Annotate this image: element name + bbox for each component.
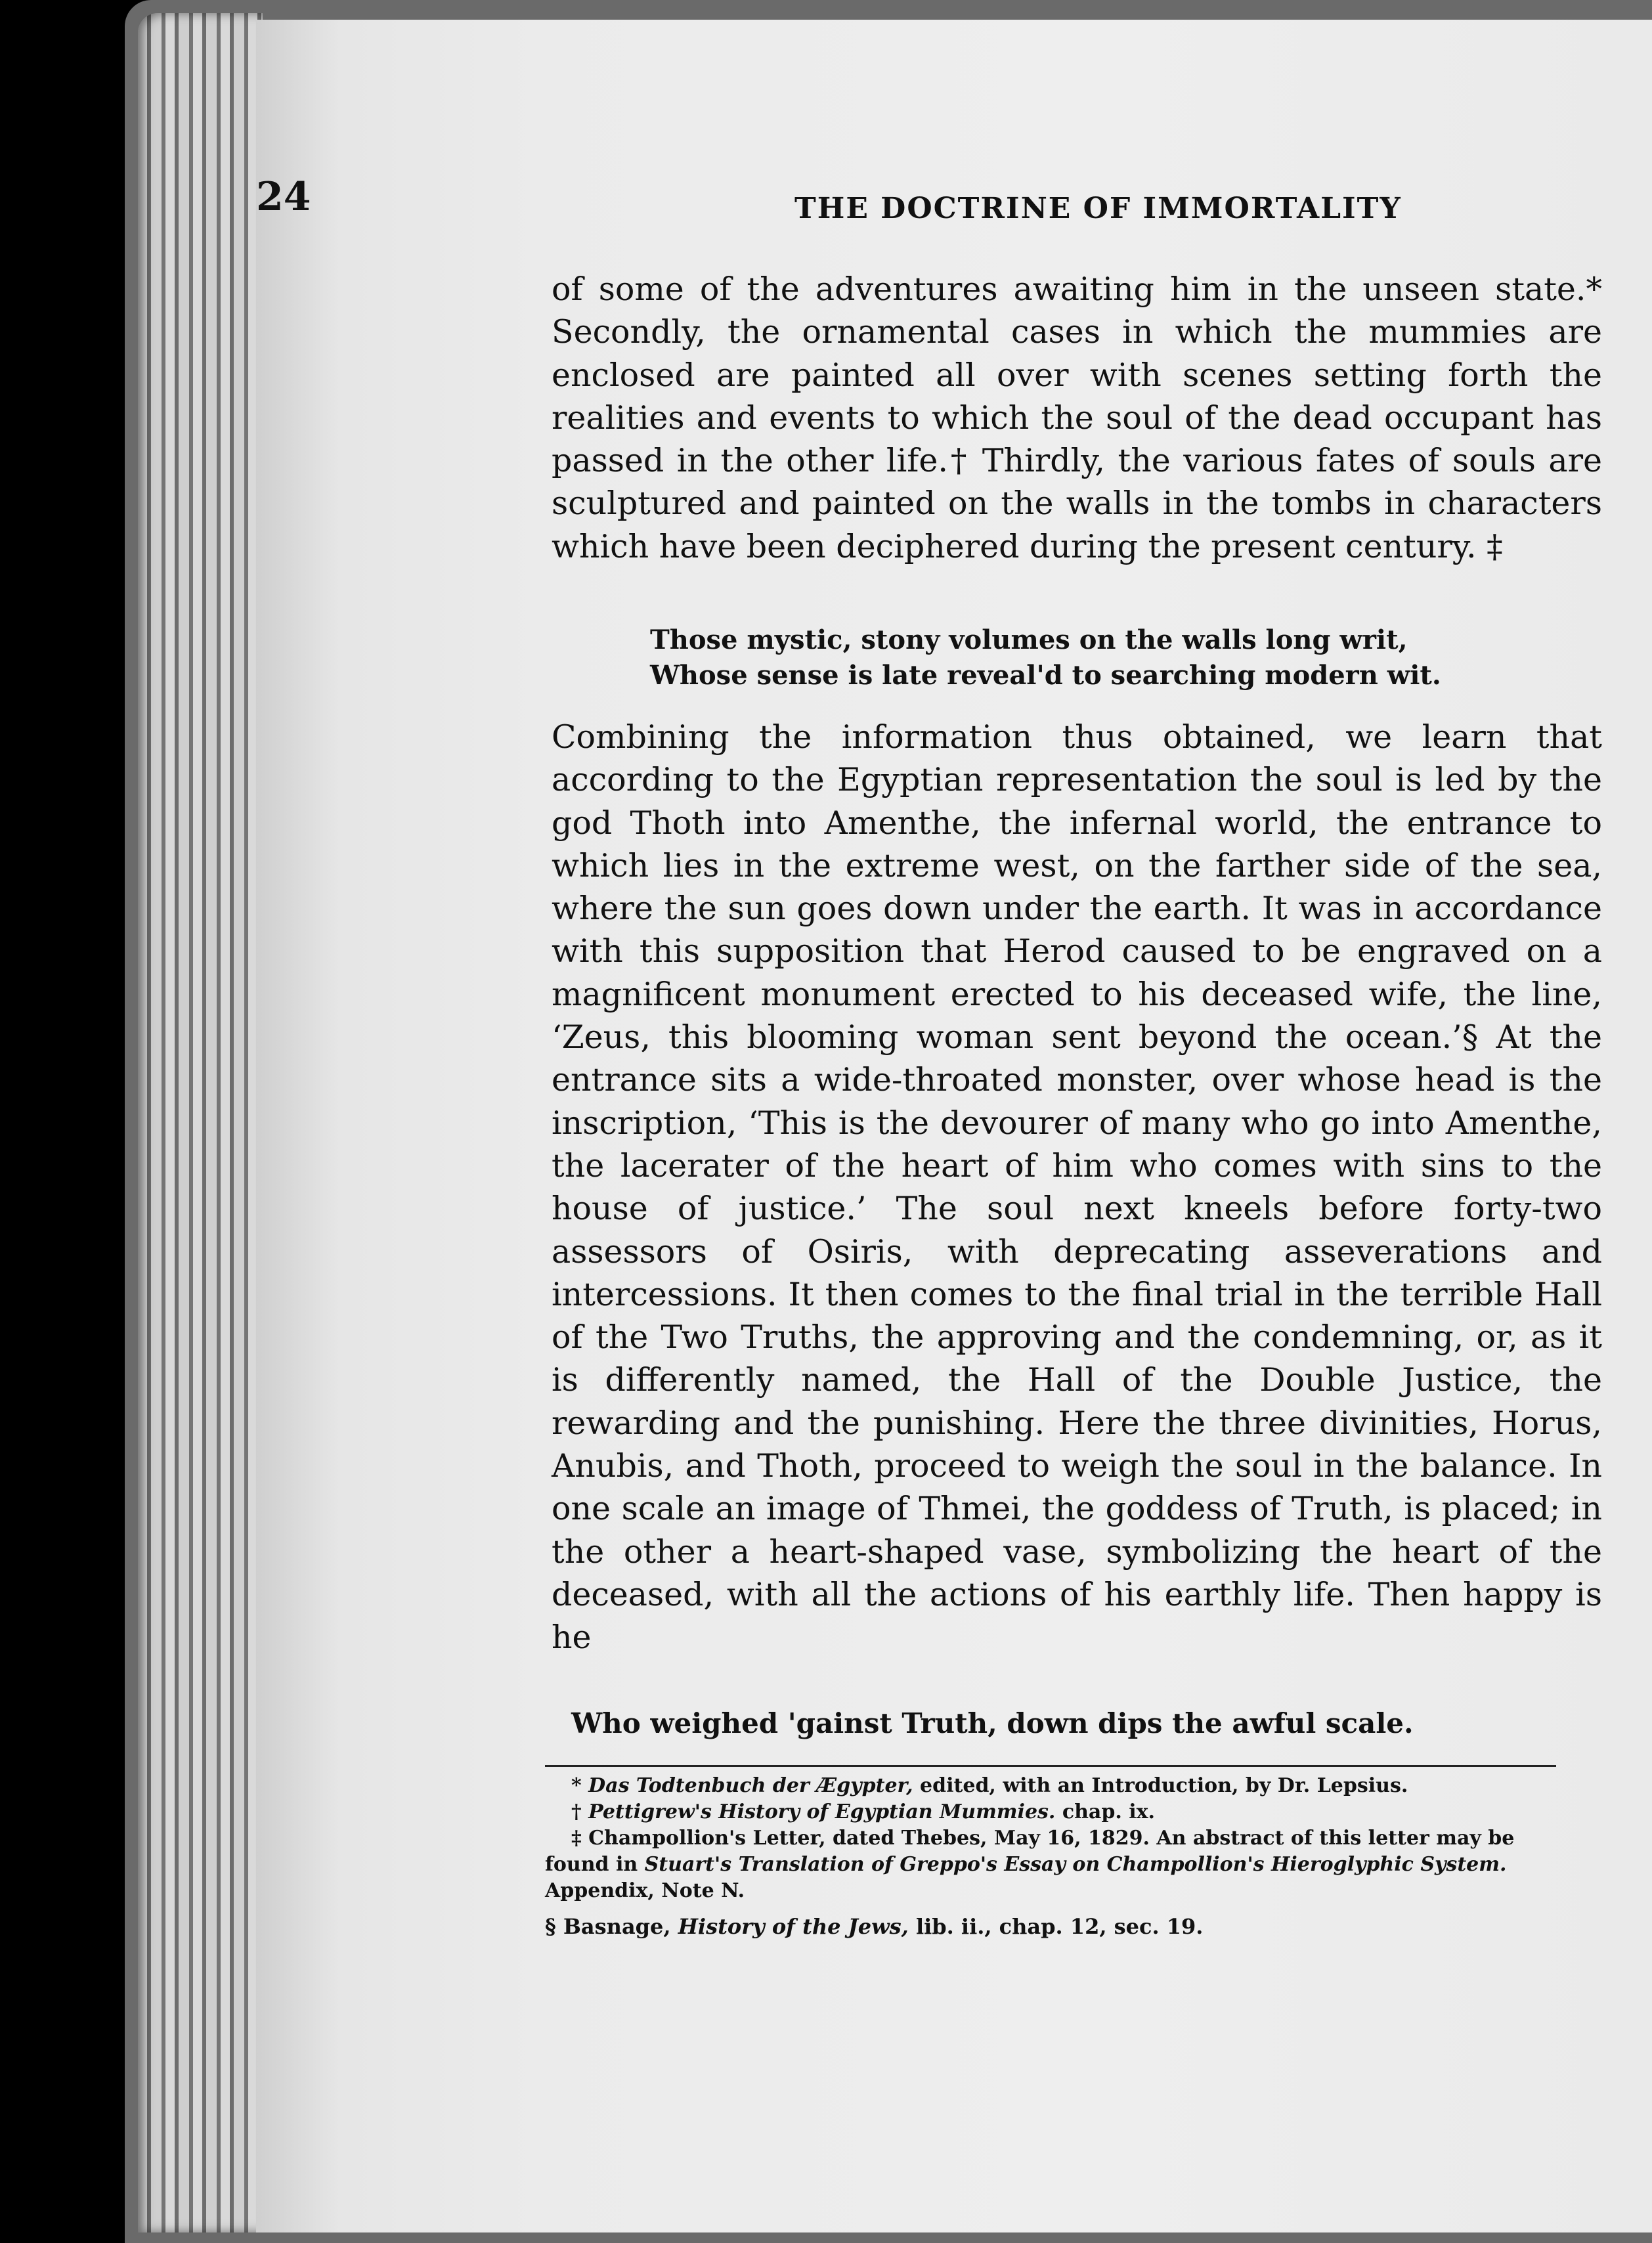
- footnote-rule: [545, 1765, 1556, 1767]
- page-number: 24: [256, 174, 311, 220]
- body-paragraph-1-container: [552, 268, 1602, 568]
- body-paragraph-1: of some of the adventures awaiting him in the unseen state.* Secondly, the ornamental cases in which the mummies are enclosed are painted all over with scenes setting forth the realities and events to which the soul of the dead occupant has passed in the other life.† Thirdly, the various fates of souls are sculptured and painted on the walls in the tombs in characters which have been deciphered during the present century. ‡: [552, 271, 1602, 565]
- footnote-3-rest: Appendix, Note N.: [545, 1879, 745, 1902]
- footnote-2: [545, 1799, 1569, 1825]
- footnote-1-mark: *: [571, 1774, 589, 1797]
- footnote-1-title: Das Todtenbuch der Ægypter,: [588, 1774, 913, 1797]
- footnote-2-text: chap. ix.: [1055, 1800, 1155, 1823]
- body-paragraph-2: Combining the information thus obtained, we learn that according to the Egyptian representation the soul is led by the god Thoth into Amenthe, the infernal world, the entrance to which lies in the extreme west, on the farther side of the sea, where the sun goes down under the earth. It was in accordance with this supposition that Herod caused to be engraved on a magnificent monument erected to his deceased wife, the line, ‘Zeus, this blooming woman sent beyond the ocean.’§ At the entrance sits a wide-throated monster, over whose head is the inscription, ‘This is the devourer of many who go into Amenthe, the lacerater of the heart of him who comes with sins to the house of justice.’ The soul next kneels before forty-two assessors of Osiris, with deprecating asseverations and intercessions. It then comes to the final trial in the terrible Hall of the Two Truths, the approving and the condemning, or, as it is differently named, the Hall of the Double Justice, the rewarding and the punishing. Here the three divinities, Horus, Anubis, and Thoth, proceed to weigh the soul in the balance. In one scale an image of Thmei, the goddess of Truth, is placed; in the other a heart-shaped vase, symbolizing the heart of the deceased, with all the actions of his earthly life. Then happy is he: [552, 718, 1602, 1657]
- verse-line-1: Those mystic, stony volumes on the walls long writ,: [650, 624, 1408, 655]
- footnote-4: [545, 1913, 1569, 1940]
- footnote-1-text: edited, with an Introduction, by Dr. Lepsius.: [913, 1774, 1408, 1797]
- running-title: THE DOCTRINE OF IMMORTALITY: [794, 192, 1402, 225]
- footnote-3-text: ‡ Champollion's Letter, dated Thebes, May 16, 1829. An abstract of this letter may be found in: [545, 1827, 1515, 1876]
- footnote-2-mark: †: [571, 1800, 589, 1823]
- page-edges: [138, 13, 263, 2232]
- footnote-4-mark: § Basnage,: [545, 1914, 678, 1939]
- verse-quote-2: [571, 1706, 1556, 1741]
- footnote-3: [545, 1825, 1569, 1904]
- footnote-3-title: Stuart's Translation of Greppo's Essay on Champollion's Hieroglyphic System.: [644, 1853, 1507, 1876]
- footnote-1: [545, 1773, 1569, 1799]
- verse-quote-1: [650, 622, 1504, 693]
- body-paragraph-2-container: [552, 716, 1602, 1659]
- footnote-4-text: lib. ii., chap. 12, sec. 19.: [908, 1914, 1204, 1939]
- footnotes: [545, 1773, 1569, 1940]
- verse-line-2: Whose sense is late reveal'd to searching modern wit.: [650, 660, 1441, 691]
- footnote-4-title: History of the Jews,: [678, 1914, 909, 1939]
- verse-line-3: Who weighed 'gainst Truth, down dips the awful scale.: [571, 1707, 1414, 1739]
- footnote-2-title: Pettigrew's History of Egyptian Mummies.: [588, 1800, 1056, 1823]
